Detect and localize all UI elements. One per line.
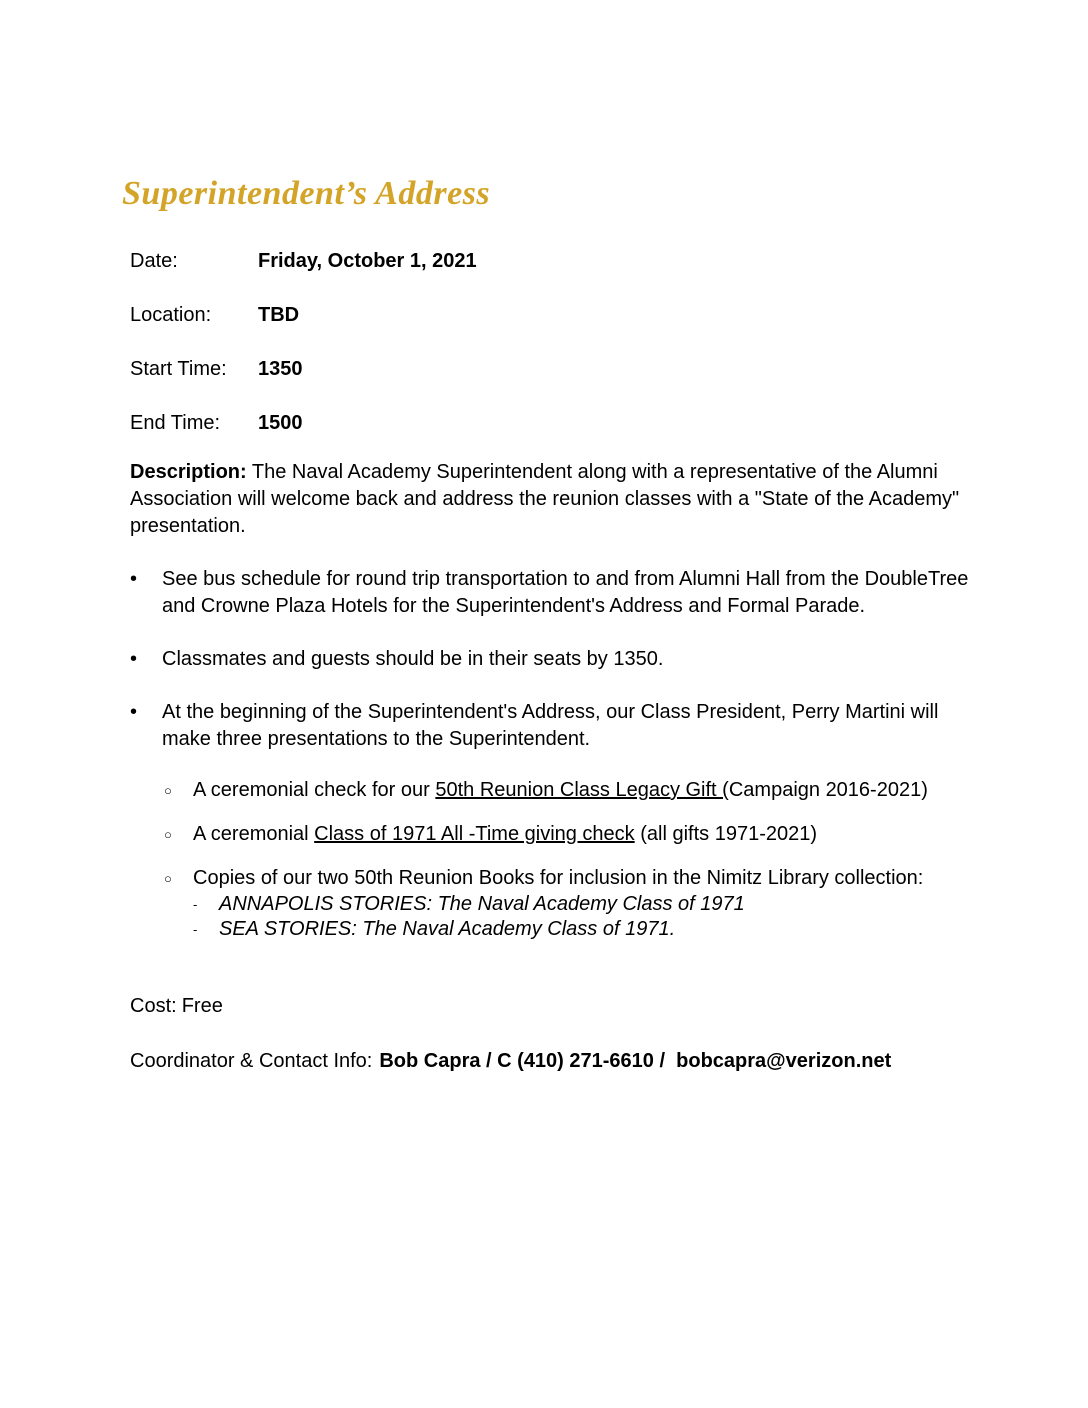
cost-value: Free	[181, 995, 223, 1017]
bullet-icon: •	[130, 648, 138, 670]
start-time-label: Start Time:	[130, 358, 227, 380]
page-title: Superintendent’s Address	[122, 175, 491, 212]
bullet-item-bus-schedule	[130, 566, 970, 620]
date-value: Friday, October 1, 2021	[258, 250, 477, 272]
bullet-text: Classmates and guests should be in their seats by 1350.	[162, 648, 664, 670]
field-row-end-time	[130, 410, 970, 437]
start-time-value: 1350	[258, 358, 303, 380]
circle-bullet-icon: ○	[164, 871, 172, 886]
field-row-date	[130, 248, 970, 275]
sub-bullet-pre: A ceremonial check for our	[193, 779, 436, 801]
underlined-text-legacy-gift: 50th Reunion Class Legacy Gift (	[435, 779, 729, 801]
dash-icon: -	[193, 922, 198, 937]
description-text: The Naval Academy Superintendent along with a representative of the Alumni Association will welcome back and address the reunion classes with a "State of the Academy" presentation.	[130, 461, 965, 537]
field-row-location	[130, 302, 970, 329]
sub-bullet-pre: Copies of our two 50th Reunion Books for inclusion in the Nimitz Library collection:	[193, 867, 924, 889]
sub-bullet-text	[193, 821, 817, 848]
sub-bullet-post: Campaign 2016-2021)	[728, 779, 928, 801]
end-time-value: 1500	[258, 412, 303, 434]
sub-bullet-post: (all gifts 1971-2021)	[634, 823, 818, 845]
event-fields	[130, 248, 970, 437]
book-title: SEA STORIES: The Naval Academy Class of 1971.	[219, 918, 676, 940]
location-value: TBD	[258, 304, 300, 326]
circle-bullet-icon: ○	[164, 827, 172, 842]
cost-label: Cost:	[130, 995, 177, 1017]
book-item-sea-stories	[193, 917, 923, 942]
sub-bullet-pre: A ceremonial	[193, 823, 315, 845]
bullet-icon: •	[130, 568, 138, 590]
sub-bullet-legacy-gift	[130, 777, 970, 804]
circle-bullet-icon: ○	[164, 783, 172, 798]
cost-line	[130, 993, 970, 1020]
sub-bullet-text	[193, 865, 923, 942]
date-label: Date:	[130, 250, 178, 272]
bullet-icon: •	[130, 701, 138, 723]
bullet-item-presentations	[130, 699, 970, 753]
bullet-text: See bus schedule for round trip transportation to and from Alumni Hall from the DoubleTree and Crowne Plaza Hotels for the Superintendent's Address and Formal Parade.	[162, 568, 969, 617]
description-paragraph	[130, 459, 970, 540]
coordinator-line	[130, 1048, 970, 1075]
description-label: Description:	[130, 461, 247, 483]
bullet-item-seats	[130, 646, 970, 673]
coordinator-contact-value: Bob Capra / C (410) 271-6610 / bobcapra@verizon.net	[379, 1050, 892, 1072]
end-time-label: End Time:	[130, 412, 221, 434]
bullet-text: At the beginning of the Superintendent's Address, our Class President, Perry Martini will make three presentations to the Superintendent.	[162, 701, 939, 750]
location-label: Location:	[130, 304, 212, 326]
dash-icon: -	[193, 897, 198, 912]
underlined-text-giving-check: Class of 1971 All -Time giving check	[314, 823, 635, 845]
field-row-start-time	[130, 356, 970, 383]
coordinator-label: Coordinator & Contact Info:	[130, 1050, 373, 1072]
book-title: ANNAPOLIS STORIES: The Naval Academy Class of 1971	[219, 893, 745, 915]
sub-bullet-text	[193, 777, 928, 804]
sub-bullet-giving-check	[130, 821, 970, 848]
book-item-annapolis-stories	[193, 892, 923, 917]
sub-bullet-reunion-books	[130, 865, 970, 942]
